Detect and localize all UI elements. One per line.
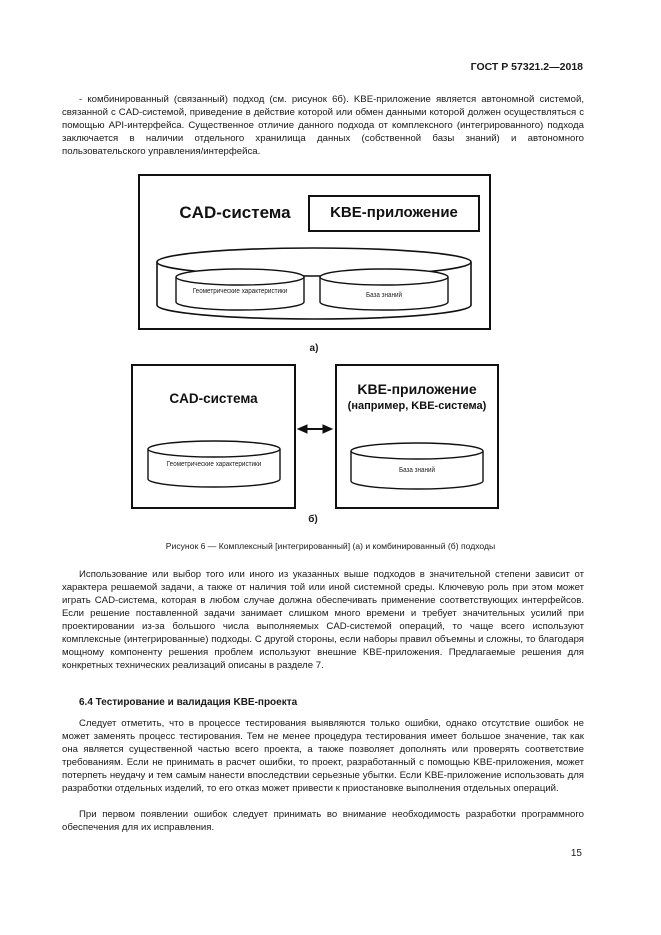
section-paragraph-1: Следует отметить, что в процессе тестирования выявляются только ошибки, однако отсутствие ошибок не может заменять процесс тестирования. Тем не менее процедура тестирования имеет большое значение, так как она является существенной частью всего проекта, а также позволяет дополнять или проверять соответствие требованиям. Если не принимать в расчет ошибки, то проект, разработанный с помощью KBE-приложения, может потерпеть неудачу и тем самым нанести впоследствии серьезные убытки. Если KBE-приложение использовать для разработки отдельных изделий, то его отказ может привести к приостановке выполнения отдельных операций.	[62, 718, 584, 794]
cad-system-title: CAD-система	[179, 203, 291, 222]
intro-paragraph: - комбинированный (связанный) подход (см. рисунок 6б). KBE-приложение является автономной системой, связанной с CAD-системой, приведение в действие которой или обмен данными которой должен осуществляться с помощью API-интерфейса. Существенное отличие данного подхода от комплексного (интегрированного) подхода заключается в наличии отдельного хранилища данных (собственной базы знаний) и автономного пользовательского управления/интерфейса.	[62, 94, 584, 157]
body-paragraph: Использование или выбор того или иного из указанных выше подходов в значительной степени зависит от характера решаемой задачи, а также от наличия той или иной системной среды. Ключевую роль при этом может играть CAD-система, которая в любом случае должна обеспечивать применение соответствующих интерфейсов. Если решение поставленной задачи занимает слишком много времени и требует значительных усилий при проектировании из-за большого числа выполняемых CAD-системой операций, то чаще всего используют комплексные (интегрированные) подходы. С другой стороны, если наборы правил объемны и сложны, то благодаря мощному компоненту решения проблем используют внешние KBE-приложения. Предлагаемые решения для конкретных технических реализаций описаны в разделе 7.	[62, 569, 584, 671]
section-paragraph-2: При первом появлении ошибок следует принимать во внимание необходимость разработки программного обеспечения для их исправления.	[62, 809, 584, 833]
standard-header: ГОСТ Р 57321.2—2018	[470, 61, 583, 73]
figure-caption: Рисунок 6 — Комплексный [интегрированный] (а) и комбинированный (б) подходы	[165, 541, 496, 551]
kbe-application-title-b: KBE-приложение	[357, 381, 477, 397]
kbe-application-title: KBE-приложение	[330, 204, 458, 221]
bidirectional-arrow	[298, 425, 332, 433]
figure-a-sublabel: а)	[309, 343, 319, 354]
geometry-characteristics-label-b: Геометрические характеристики	[166, 461, 262, 468]
geometry-characteristics-label-a: Геометрические характеристики	[192, 288, 288, 295]
cad-system-title-b: CAD-система	[169, 391, 258, 406]
knowledge-base-label-b: База знаний	[398, 467, 436, 474]
knowledge-base-label-a: База знаний	[365, 292, 403, 299]
kbe-application-subtitle-b: (например, KBE-система)	[347, 400, 487, 412]
page-number: 15	[570, 848, 582, 859]
figure-b-sublabel: б)	[308, 514, 318, 525]
section-heading: 6.4 Тестирование и валидация KBE-проекта	[79, 697, 298, 708]
